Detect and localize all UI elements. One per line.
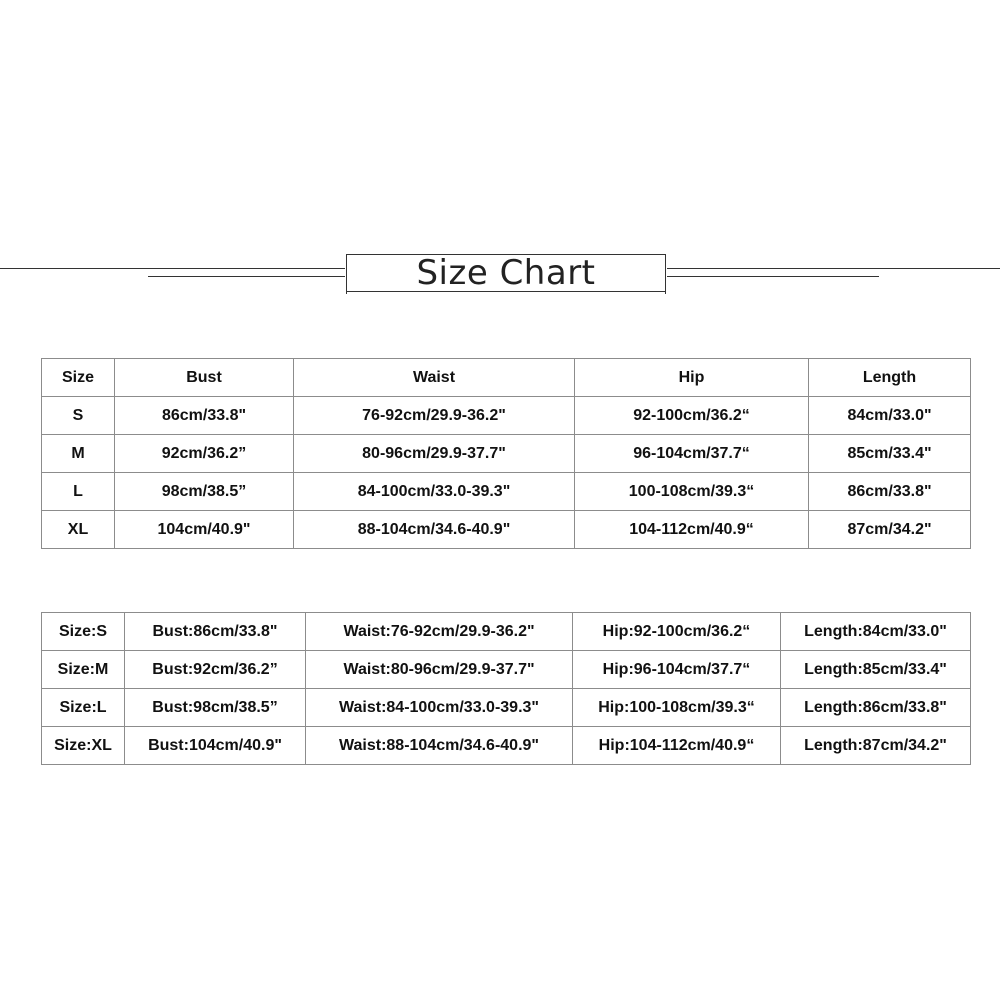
table-row: [42, 435, 971, 473]
cell-bust: Bust:92cm/36.2”: [125, 651, 306, 689]
table-row: [42, 397, 971, 435]
cell-length: 85cm/33.4": [809, 435, 971, 473]
cell-bust: Bust:86cm/33.8": [125, 613, 306, 651]
cell-length: 86cm/33.8": [809, 473, 971, 511]
size-chart-table: [41, 358, 971, 549]
header-rule-left-long: [0, 268, 345, 269]
cell-size: Size:S: [42, 613, 125, 651]
header-rule-left-short: [148, 276, 345, 277]
table-header-row: [42, 359, 971, 397]
cell-bust: 92cm/36.2”: [115, 435, 294, 473]
cell-size: Size:M: [42, 651, 125, 689]
cell-hip: Hip:100-108cm/39.3“: [573, 689, 781, 727]
cell-bust: Bust:98cm/38.5”: [125, 689, 306, 727]
cell-length: Length:84cm/33.0": [781, 613, 971, 651]
cell-bust: 98cm/38.5”: [115, 473, 294, 511]
cell-length: Length:87cm/34.2": [781, 727, 971, 765]
cell-size: Size:L: [42, 689, 125, 727]
cell-hip: 96-104cm/37.7“: [575, 435, 809, 473]
cell-waist: 80-96cm/29.9-37.7": [294, 435, 575, 473]
table-row: [42, 689, 971, 727]
cell-waist: Waist:80-96cm/29.9-37.7": [306, 651, 573, 689]
page-title: Size Chart: [416, 253, 596, 293]
cell-length: 87cm/34.2": [809, 511, 971, 549]
cell-size: M: [42, 435, 115, 473]
cell-hip: Hip:96-104cm/37.7“: [573, 651, 781, 689]
cell-waist: Waist:88-104cm/34.6-40.9": [306, 727, 573, 765]
cell-waist: 88-104cm/34.6-40.9": [294, 511, 575, 549]
title-box: [347, 254, 665, 292]
cell-hip: 100-108cm/39.3“: [575, 473, 809, 511]
cell-size: Size:XL: [42, 727, 125, 765]
cell-hip: Hip:104-112cm/40.9“: [573, 727, 781, 765]
header-bust: Bust: [115, 359, 294, 397]
cell-length: Length:86cm/33.8": [781, 689, 971, 727]
table-row: [42, 727, 971, 765]
cell-waist: 84-100cm/33.0-39.3": [294, 473, 575, 511]
header-length: Length: [809, 359, 971, 397]
cell-waist: Waist:84-100cm/33.0-39.3": [306, 689, 573, 727]
cell-size: L: [42, 473, 115, 511]
cell-bust: 104cm/40.9": [115, 511, 294, 549]
table-row: [42, 473, 971, 511]
cell-waist: Waist:76-92cm/29.9-36.2": [306, 613, 573, 651]
size-chart-labeled-table: [41, 612, 971, 765]
header-waist: Waist: [294, 359, 575, 397]
cell-size: XL: [42, 511, 115, 549]
cell-length: 84cm/33.0": [809, 397, 971, 435]
table-row: [42, 511, 971, 549]
header-rule-right-short: [667, 276, 879, 277]
cell-hip: 104-112cm/40.9“: [575, 511, 809, 549]
cell-hip: Hip:92-100cm/36.2“: [573, 613, 781, 651]
cell-length: Length:85cm/33.4": [781, 651, 971, 689]
cell-waist: 76-92cm/29.9-36.2": [294, 397, 575, 435]
table-row: [42, 651, 971, 689]
cell-size: S: [42, 397, 115, 435]
header-size: Size: [42, 359, 115, 397]
cell-bust: 86cm/33.8": [115, 397, 294, 435]
header-rule-right-long: [667, 268, 1000, 269]
cell-bust: Bust:104cm/40.9": [125, 727, 306, 765]
table-row: [42, 613, 971, 651]
cell-hip: 92-100cm/36.2“: [575, 397, 809, 435]
header-hip: Hip: [575, 359, 809, 397]
